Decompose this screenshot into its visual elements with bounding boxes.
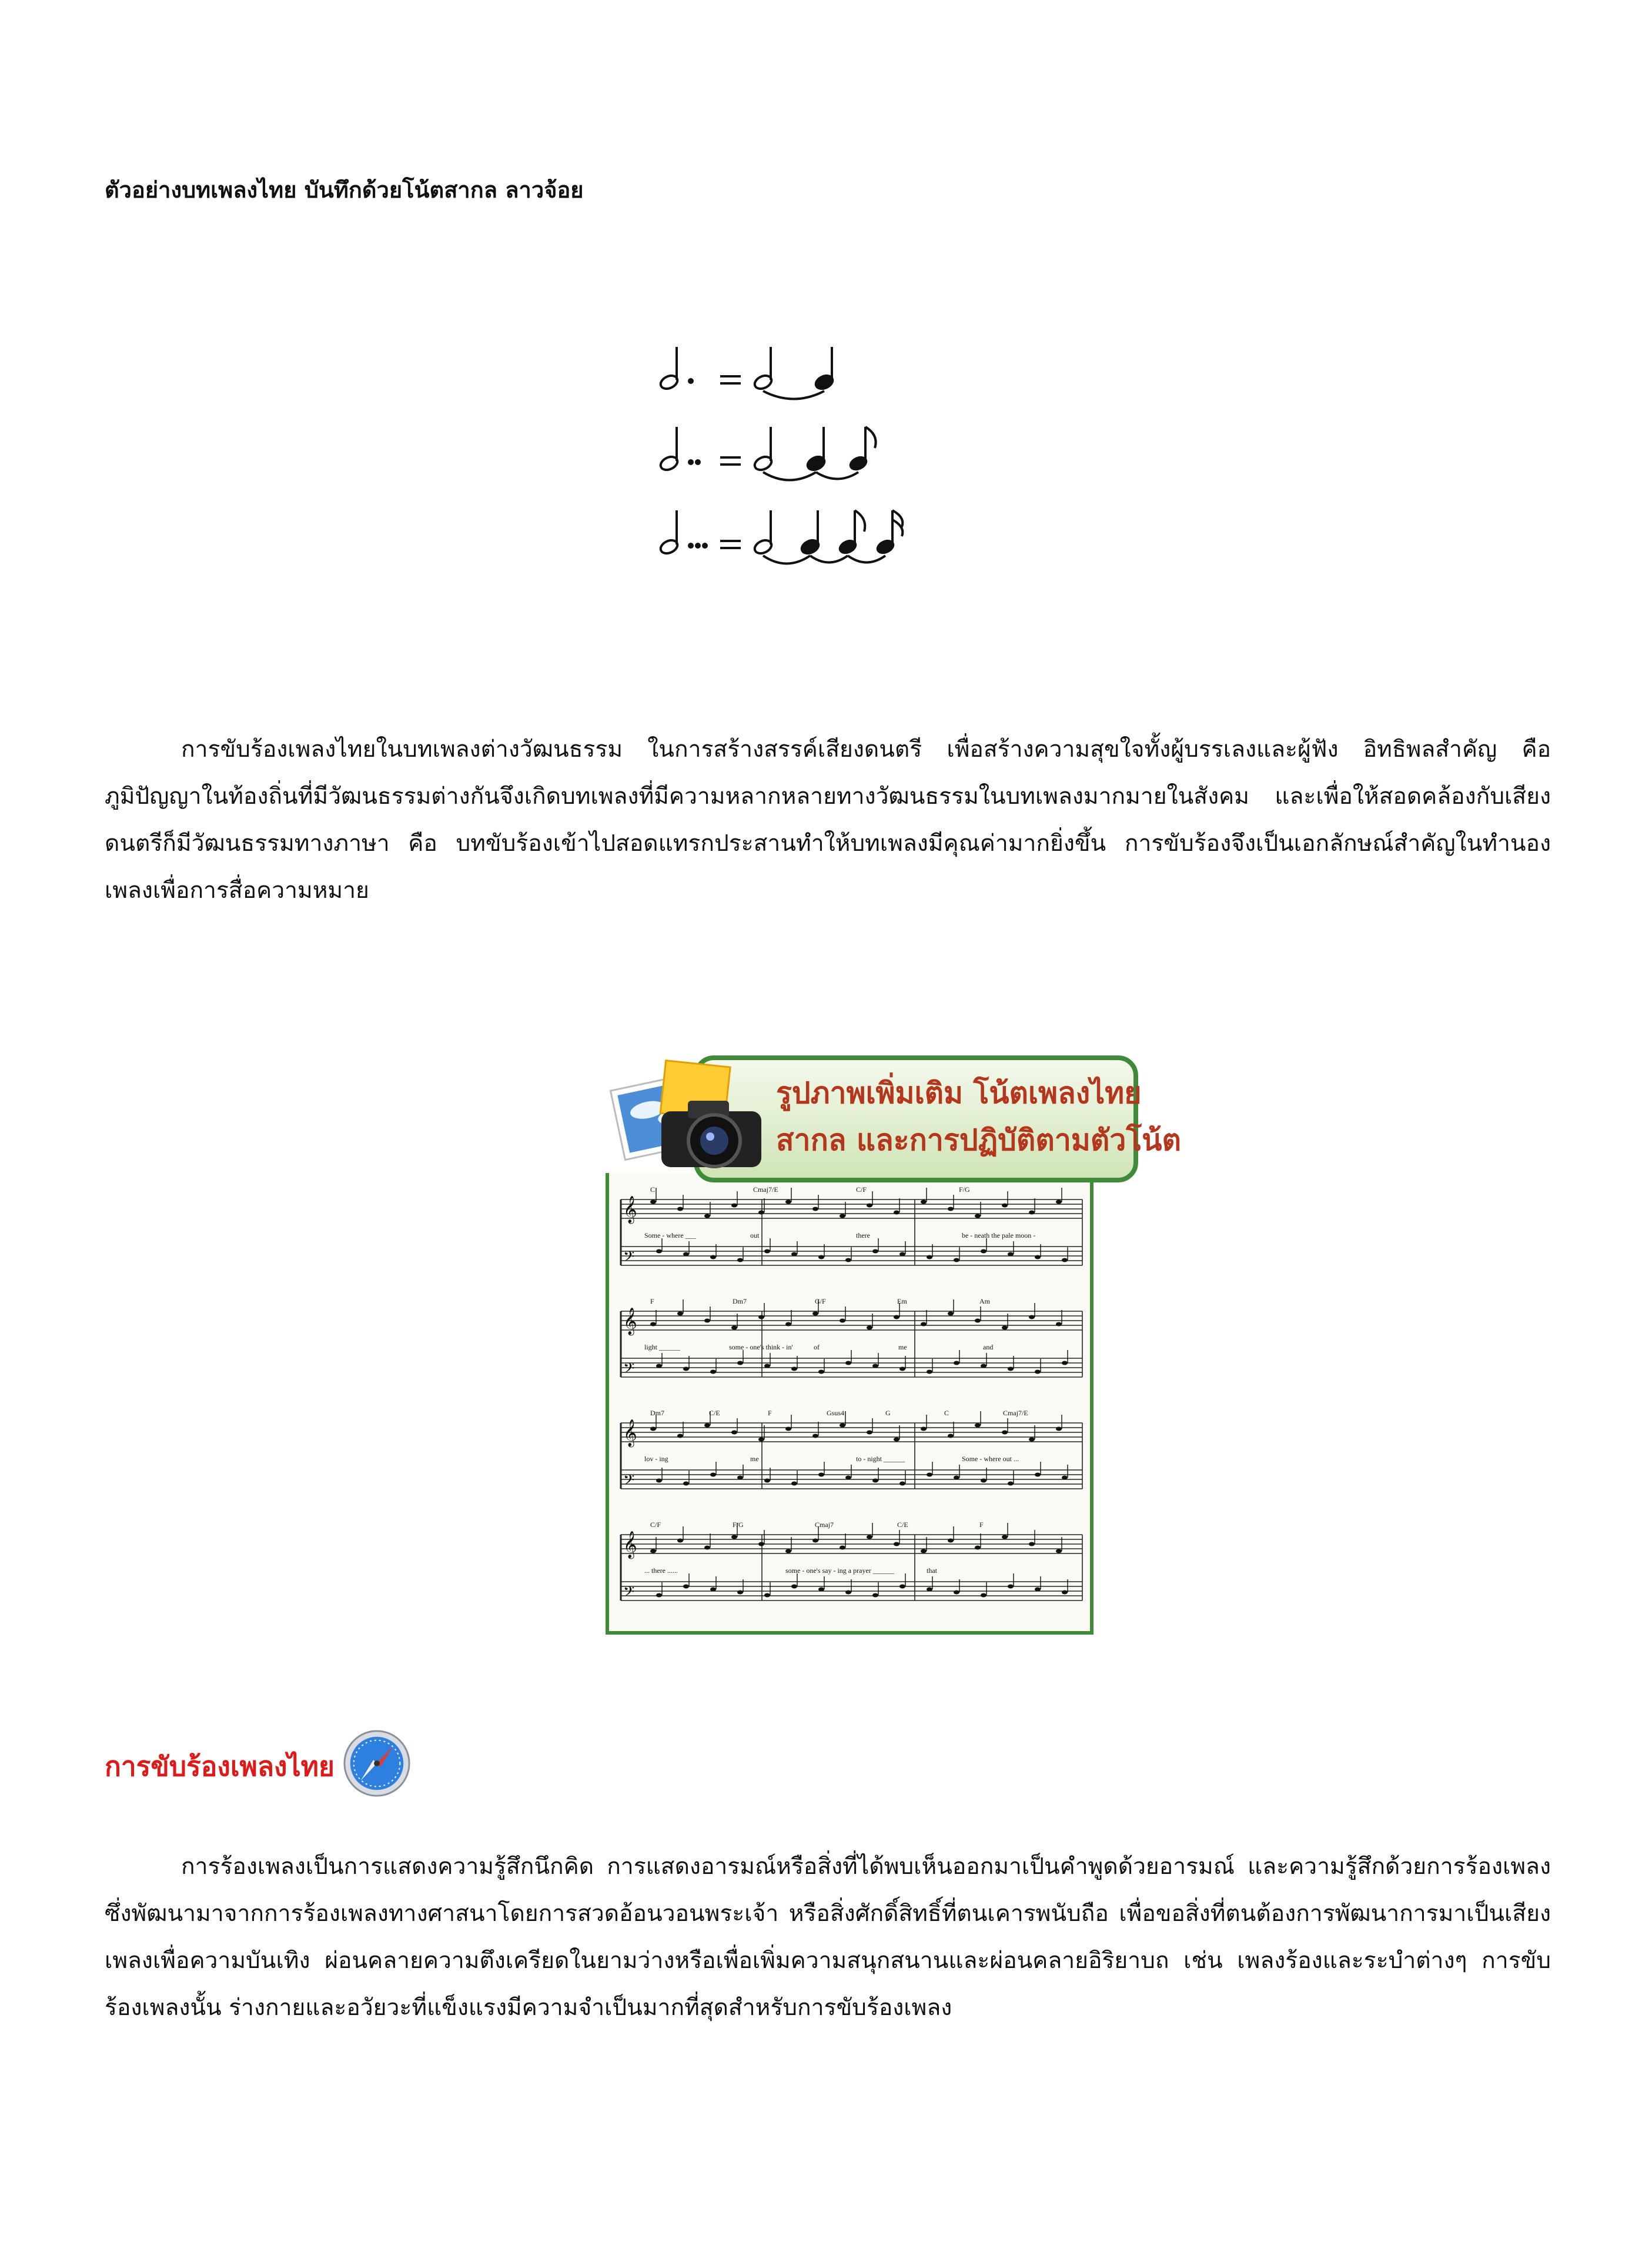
note-head	[1056, 1200, 1062, 1204]
lyric: ... there ......	[644, 1566, 678, 1575]
note-head	[975, 1546, 981, 1550]
bass-note-head	[737, 1361, 743, 1365]
lyric: out	[750, 1231, 760, 1239]
note-head	[650, 1322, 656, 1327]
bass-note-head	[683, 1482, 689, 1486]
chord-symbol: C/E	[897, 1521, 908, 1529]
bass-note-head	[845, 1361, 851, 1365]
note-head	[812, 1207, 818, 1211]
bass-note-head	[1062, 1258, 1068, 1262]
note-head	[894, 1315, 899, 1319]
bass-note-head	[927, 1473, 932, 1477]
singing-paragraph-text: การร้องเพลงเป็นการแสดงความรู้สึกนึกคิด การแสดงอารมณ์หรือสิ่งที่ได้พบเห็นออกมาเป็นคำพูดด้วยอารมณ์ และความรู้สึกด้วยการร้องเพลงซึ่งพัฒนามาจากการร้องเพลงทางศาสนาโดยการสวดอ้อนวอนพระเจ้า หรือสิ่งศักดิ์สิทธิ์ที่ตนเคารพนับถือ เพื่อขอสิ่งที่ตนต้องการพัฒนาการมาเป็นเสียงเพลงเพื่อความบันเทิง ผ่อนคลายความตึงเครียดในยามว่างหรือเพื่อเพิ่มความสนุกสนานและผ่อนคลายอิริยาบถ เช่น เพลงร้องและระบำต่างๆ การขับร้องเพลงนั้น ร่างกายและอวัยวะที่แข็งแรงมีความจำเป็นมากที่สุดสำหรับการขับร้องเพลง	[105, 1853, 1551, 2021]
bass-note-head	[656, 1593, 662, 1598]
lyric: me	[898, 1343, 907, 1351]
bass-note-head	[981, 1593, 986, 1598]
bass-clef: 𝄢	[623, 1249, 635, 1268]
bass-note-head	[954, 1591, 959, 1595]
note-head	[731, 1535, 737, 1539]
note-row-3	[658, 510, 902, 564]
lyric: that	[927, 1566, 937, 1575]
note-head	[677, 1207, 683, 1211]
note-head	[975, 1319, 981, 1323]
intro-paragraph	[105, 726, 1551, 914]
note-head	[704, 1424, 710, 1428]
treble-clef: 𝄞	[623, 1419, 637, 1446]
section-heading: การขับร้องเพลงไทย	[105, 1750, 335, 1782]
bass-note-head	[656, 1479, 662, 1483]
note-head	[867, 1204, 872, 1208]
bass-clef: 𝄢	[623, 1472, 635, 1492]
lyric: lov - ing	[644, 1455, 668, 1463]
note-head	[758, 1438, 764, 1442]
note-head	[731, 1431, 737, 1435]
bass-note-head	[1008, 1367, 1014, 1371]
sheet-music	[606, 1173, 1093, 1635]
note-head	[785, 1427, 791, 1431]
note-head	[975, 1424, 981, 1428]
note-row-2	[658, 427, 875, 480]
banner-title-line-1: รูปภาพเพิ่มเติม โน้ตเพลงไทย	[776, 1075, 1142, 1110]
bass-note-head	[683, 1585, 689, 1589]
note-row-1	[658, 347, 835, 399]
note-head	[650, 1200, 656, 1204]
bass-note-head	[710, 1370, 716, 1374]
note-head	[1002, 1326, 1008, 1330]
chord-symbol: F	[650, 1297, 654, 1305]
bass-note-head	[764, 1593, 770, 1598]
chord-symbol: F	[768, 1409, 772, 1417]
bass-note-head	[872, 1364, 878, 1368]
bass-note-head	[872, 1479, 878, 1483]
note-head	[812, 1434, 818, 1438]
bass-note-head	[818, 1588, 824, 1592]
chord-symbol: C/E	[709, 1409, 720, 1417]
chord-symbol: C/F	[856, 1185, 867, 1194]
bass-note-head	[927, 1370, 932, 1374]
note-head	[812, 1312, 818, 1316]
note-head	[867, 1431, 872, 1435]
note-head	[758, 1315, 764, 1319]
note-head	[948, 1539, 954, 1543]
bass-note-head	[764, 1364, 770, 1368]
lyric: light ______	[644, 1343, 681, 1351]
bass-note-head	[656, 1249, 662, 1254]
treble-clef: 𝄞	[623, 1531, 637, 1558]
bass-note-head	[737, 1258, 743, 1262]
bass-clef: 𝄢	[623, 1361, 635, 1380]
bass-note-head	[764, 1249, 770, 1254]
note-head	[948, 1434, 954, 1438]
bass-note-head	[791, 1585, 797, 1589]
bass-note-head	[737, 1591, 743, 1595]
bass-note-head	[656, 1364, 662, 1368]
note-head	[948, 1312, 954, 1316]
singing-paragraph	[105, 1843, 1551, 2032]
page-heading: ตัวอย่างบทเพลงไทย บันทึกด้วยโน้ตสากล ลาวจ้อย	[105, 176, 584, 203]
lyric: me	[750, 1455, 759, 1463]
note-head	[785, 1549, 791, 1553]
bass-note-head	[1008, 1482, 1014, 1486]
chord-symbol: C	[944, 1409, 949, 1417]
note-head	[650, 1549, 656, 1553]
note-head	[785, 1322, 791, 1327]
chord-symbol: C	[650, 1185, 656, 1194]
lyric: to - night ______	[856, 1455, 905, 1463]
bass-note-head	[981, 1249, 986, 1254]
note-head	[894, 1438, 899, 1442]
bass-note-head	[683, 1252, 689, 1257]
chord-symbol: F/G	[733, 1521, 744, 1529]
chord-symbol: Cmaj7/E	[1003, 1409, 1028, 1417]
photo-camera-icon	[606, 1052, 782, 1188]
bass-note-head	[710, 1473, 716, 1477]
bass-note-head	[1035, 1473, 1041, 1477]
note-head	[921, 1322, 927, 1327]
note-head	[975, 1214, 981, 1218]
note-head	[948, 1207, 954, 1211]
note-head	[704, 1546, 710, 1550]
bass-note-head	[710, 1255, 716, 1259]
note-head	[1002, 1204, 1008, 1208]
bass-note-head	[845, 1476, 851, 1480]
treble-clef: 𝄞	[623, 1196, 637, 1222]
note-head	[704, 1319, 710, 1323]
sheet-music-banner	[606, 1052, 1181, 1640]
note-head	[812, 1539, 818, 1543]
bass-note-head	[954, 1476, 959, 1480]
note-head	[1056, 1427, 1062, 1431]
bass-note-head	[872, 1593, 878, 1598]
note-head	[1002, 1535, 1008, 1539]
note-head	[1029, 1438, 1035, 1442]
banner-title-line-2: สากล และการปฏิบัติตามตัวโน้ต	[776, 1122, 1181, 1157]
bass-note-head	[899, 1367, 905, 1371]
bass-note-head	[1062, 1361, 1068, 1365]
note-head	[894, 1542, 899, 1546]
bass-note-head	[981, 1364, 986, 1368]
dotted-note-figure	[658, 347, 1011, 606]
lyric: Some - where out ...	[962, 1455, 1019, 1463]
bass-note-head	[1008, 1585, 1014, 1589]
bass-note-head	[899, 1585, 905, 1589]
note-head	[677, 1434, 683, 1438]
chord-symbol: C/F	[650, 1521, 661, 1529]
note-head	[867, 1535, 872, 1539]
bass-clef: 𝄢	[623, 1584, 635, 1603]
lyric: Some - where ___	[644, 1231, 696, 1239]
chord-symbol: Cmaj7/E	[753, 1185, 778, 1194]
chord-symbol: Am	[979, 1297, 990, 1305]
note-head	[1029, 1542, 1035, 1546]
compass-icon	[342, 1729, 412, 1798]
bass-note-head	[981, 1479, 986, 1483]
lyric: and	[983, 1343, 994, 1351]
note-head	[731, 1204, 737, 1208]
note-head	[677, 1312, 683, 1316]
bass-note-head	[1062, 1591, 1068, 1595]
chord-symbol: Dm7	[650, 1409, 664, 1417]
bass-note-head	[954, 1258, 959, 1262]
bass-note-head	[818, 1255, 824, 1259]
note-head	[840, 1214, 845, 1218]
chord-symbol: F	[979, 1521, 984, 1529]
bass-note-head	[737, 1476, 743, 1480]
bass-note-head	[899, 1482, 905, 1486]
note-head	[840, 1424, 845, 1428]
chord-symbol: Dm7	[733, 1297, 747, 1305]
bass-note-head	[764, 1479, 770, 1483]
note-head	[731, 1326, 737, 1330]
bass-note-head	[954, 1361, 959, 1365]
note-head	[921, 1427, 927, 1431]
bass-note-head	[899, 1252, 905, 1257]
bass-note-head	[1035, 1255, 1041, 1259]
bass-note-head	[1008, 1252, 1014, 1257]
note-head	[1002, 1431, 1008, 1435]
bass-note-head	[791, 1367, 797, 1371]
bass-note-head	[791, 1252, 797, 1257]
note-head	[921, 1549, 927, 1553]
bass-note-head	[1035, 1588, 1041, 1592]
note-head	[867, 1326, 872, 1330]
note-head	[1056, 1322, 1062, 1327]
note-head	[840, 1546, 845, 1550]
note-head	[758, 1542, 764, 1546]
lyric: some - one's think - in'	[729, 1343, 793, 1351]
note-head	[1029, 1211, 1035, 1215]
bass-note-head	[791, 1482, 797, 1486]
sheet-music-staves	[609, 1173, 1090, 1629]
bass-note-head	[845, 1591, 851, 1595]
note-head	[758, 1211, 764, 1215]
note-head	[704, 1214, 710, 1218]
note-head	[894, 1211, 899, 1215]
note-head	[677, 1539, 683, 1543]
intro-paragraph-text: การขับร้องเพลงไทยในบทเพลงต่างวัฒนธรรม ในการสร้างสรรค์เสียงดนตรี เพื่อสร้างความสุขใจทั้งผู้บรรเลงและผู้ฟัง อิทธิพลสำคัญ คือ ภูมิปัญญาในท้องถิ่นที่มีวัฒนธรรมต่างกันจึงเกิดบทเพลงที่มีความหลากหลายทางวัฒนธรรมในบทเพลงมากมายในสังคม และเพื่อให้สอดคล้องกับเสียงดนตรีก็มีวัฒนธรรมทางภาษา คือ บทขับร้องเข้าไปสอดแทรกประสานทำให้บทเพลงมีคุณค่ามากยิ่งขึ้น การขับร้องจึงเป็นเอกลักษณ์สำคัญในทำนองเพลงเพื่อการสื่อความหมาย	[105, 736, 1551, 904]
note-head	[650, 1427, 656, 1431]
lyric: of	[814, 1343, 820, 1351]
bass-note-head	[818, 1370, 824, 1374]
note-head	[921, 1200, 927, 1204]
chord-symbol: Em	[897, 1297, 907, 1305]
chord-symbol: Cmaj7	[815, 1521, 834, 1529]
lyric: there	[856, 1231, 870, 1239]
lyric: some - one's say - ing a prayer ______	[785, 1566, 894, 1575]
bass-note-head	[683, 1367, 689, 1371]
chord-symbol: G	[885, 1409, 891, 1417]
bass-note-head	[872, 1249, 878, 1254]
note-head	[1029, 1315, 1035, 1319]
bass-note-head	[927, 1588, 932, 1592]
treble-clef: 𝄞	[623, 1308, 637, 1334]
bass-note-head	[710, 1588, 716, 1592]
note-head	[785, 1200, 791, 1204]
lyric: be - neath the pale moon -	[962, 1231, 1036, 1239]
bass-note-head	[845, 1258, 851, 1262]
chord-symbol: G/F	[815, 1297, 826, 1305]
note-head	[840, 1319, 845, 1323]
bass-note-head	[818, 1473, 824, 1477]
bass-note-head	[1035, 1370, 1041, 1374]
chord-symbol: Gsus4	[827, 1409, 845, 1417]
bass-note-head	[927, 1255, 932, 1259]
note-head	[1056, 1549, 1062, 1553]
chord-symbol: F/G	[959, 1185, 970, 1194]
bass-note-head	[1062, 1476, 1068, 1480]
